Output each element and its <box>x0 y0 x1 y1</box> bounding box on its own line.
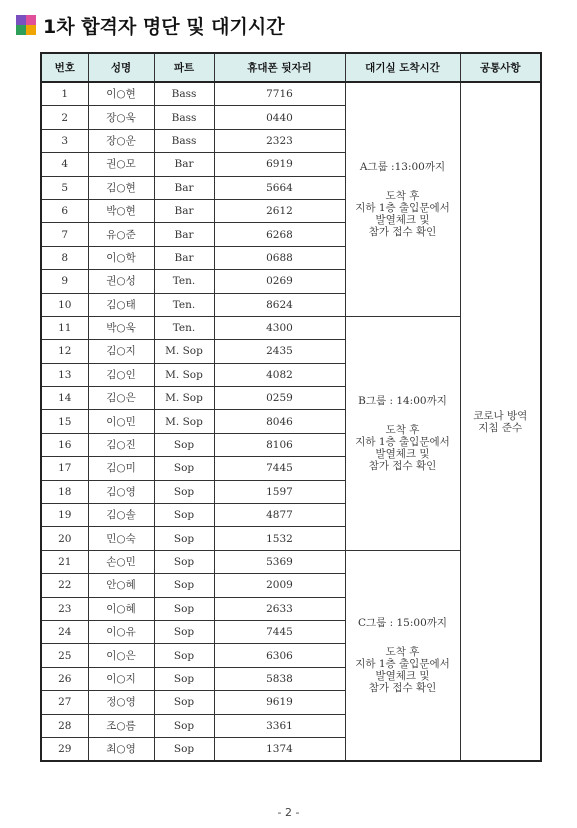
cell-part: Sop <box>154 480 214 503</box>
group-instruction-line: 지하 1층 출입문에서 <box>355 201 450 214</box>
cell-number: 15 <box>41 410 88 433</box>
cell-name: 김○영 <box>88 480 154 503</box>
table-body <box>41 82 541 761</box>
cell-phone: 6306 <box>214 644 345 667</box>
cell-number: 8 <box>41 246 88 269</box>
group-instruction-line: 발열체크 및 <box>375 670 430 683</box>
cell-phone: 0269 <box>214 270 345 293</box>
cell-phone: 2009 <box>214 574 345 597</box>
cell-phone: 0259 <box>214 387 345 410</box>
cell-number: 5 <box>41 176 88 199</box>
cell-phone: 4877 <box>214 504 345 527</box>
cell-name: 정○영 <box>88 691 154 714</box>
cell-name: 장○운 <box>88 129 154 152</box>
cell-phone: 5664 <box>214 176 345 199</box>
cell-phone: 7445 <box>214 457 345 480</box>
cell-name: 김○은 <box>88 387 154 410</box>
cell-number: 21 <box>41 550 88 573</box>
cell-name: 이○혜 <box>88 597 154 620</box>
cell-phone: 2633 <box>214 597 345 620</box>
cell-part: Sop <box>154 457 214 480</box>
cell-number: 18 <box>41 480 88 503</box>
cell-number: 16 <box>41 433 88 456</box>
cell-phone: 1532 <box>214 527 345 550</box>
cell-number: 10 <box>41 293 88 316</box>
cell-name: 조○름 <box>88 714 154 737</box>
cell-name: 김○인 <box>88 363 154 386</box>
cell-number: 25 <box>41 644 88 667</box>
cell-part: Sop <box>154 644 214 667</box>
cell-part: Bass <box>154 129 214 152</box>
cell-part: Sop <box>154 550 214 573</box>
col-header-part: 파트 <box>154 53 214 82</box>
group-time-label: C그룹 : 15:00까지 <box>357 617 448 630</box>
cell-phone: 4082 <box>214 363 345 386</box>
arrival-group-cell <box>345 550 460 761</box>
group-instruction-line: 발열체크 및 <box>375 447 430 460</box>
cell-name: 장○욱 <box>88 106 154 129</box>
cell-name: 유○준 <box>88 223 154 246</box>
cell-name: 안○혜 <box>88 574 154 597</box>
col-header-arrival-time: 대기실 도착시간 <box>345 53 460 82</box>
cell-part: M. Sop <box>154 410 214 433</box>
logo-square-2 <box>26 15 36 25</box>
color-squares-icon <box>16 15 36 35</box>
cell-part: Bar <box>154 223 214 246</box>
cell-number: 26 <box>41 667 88 690</box>
cell-name: 김○미 <box>88 457 154 480</box>
cell-phone: 9619 <box>214 691 345 714</box>
col-header-number: 번호 <box>41 53 88 82</box>
cell-part: Sop <box>154 433 214 456</box>
cell-name: 박○현 <box>88 199 154 222</box>
cell-part: Ten. <box>154 293 214 316</box>
cell-phone: 4300 <box>214 316 345 339</box>
cell-number: 19 <box>41 504 88 527</box>
common-note-line: 지침 준수 <box>478 421 523 434</box>
group-instruction-line: 도착 후 <box>385 189 420 202</box>
cell-part: Sop <box>154 597 214 620</box>
cell-number: 6 <box>41 199 88 222</box>
col-header-phone: 휴대폰 뒷자리 <box>214 53 345 82</box>
logo-square-4 <box>26 25 36 35</box>
cell-phone: 2612 <box>214 199 345 222</box>
cell-part: Sop <box>154 737 214 761</box>
cell-number: 28 <box>41 714 88 737</box>
cell-phone: 8106 <box>214 433 345 456</box>
page-title: 1차 합격자 명단 및 대기시간 <box>43 15 285 38</box>
cell-part: Sop <box>154 667 214 690</box>
document-title-bar <box>16 12 285 38</box>
cell-number: 1 <box>41 82 88 106</box>
cell-number: 29 <box>41 737 88 761</box>
cell-phone: 1374 <box>214 737 345 761</box>
cell-part: Sop <box>154 527 214 550</box>
cell-number: 17 <box>41 457 88 480</box>
group-instruction-line: 참가 접수 확인 <box>368 225 437 238</box>
cell-phone: 8046 <box>214 410 345 433</box>
cell-number: 23 <box>41 597 88 620</box>
cell-phone: 7716 <box>214 82 345 106</box>
cell-number: 2 <box>41 106 88 129</box>
cell-number: 7 <box>41 223 88 246</box>
cell-number: 11 <box>41 316 88 339</box>
cell-part: Ten. <box>154 316 214 339</box>
group-time-label: B그룹 : 14:00까지 <box>358 394 447 407</box>
cell-part: M. Sop <box>154 387 214 410</box>
table-header-row <box>41 53 541 82</box>
cell-name: 손○민 <box>88 550 154 573</box>
cell-phone: 8624 <box>214 293 345 316</box>
cell-phone: 1597 <box>214 480 345 503</box>
common-notes-cell <box>460 82 541 761</box>
group-instruction-line: 지하 1층 출입문에서 <box>355 658 450 671</box>
cell-number: 27 <box>41 691 88 714</box>
arrival-group-cell <box>345 82 460 316</box>
cell-part: M. Sop <box>154 340 214 363</box>
cell-name: 이○현 <box>88 82 154 106</box>
cell-number: 24 <box>41 620 88 643</box>
cell-phone: 6268 <box>214 223 345 246</box>
cell-name: 이○유 <box>88 620 154 643</box>
cell-name: 이○은 <box>88 644 154 667</box>
cell-part: Bar <box>154 153 214 176</box>
cell-name: 민○숙 <box>88 527 154 550</box>
cell-number: 12 <box>41 340 88 363</box>
cell-number: 13 <box>41 363 88 386</box>
cell-name: 이○민 <box>88 410 154 433</box>
cell-name: 김○지 <box>88 340 154 363</box>
cell-name: 박○욱 <box>88 316 154 339</box>
cell-phone: 0688 <box>214 246 345 269</box>
group-instruction-line: 지하 1층 출입문에서 <box>355 435 450 448</box>
cell-number: 22 <box>41 574 88 597</box>
group-instruction-line: 도착 후 <box>385 646 420 659</box>
cell-name: 김○현 <box>88 176 154 199</box>
roster-table <box>40 52 542 762</box>
cell-name: 이○지 <box>88 667 154 690</box>
cell-phone: 3361 <box>214 714 345 737</box>
group-instruction-line: 도착 후 <box>385 423 420 436</box>
cell-name: 김○솔 <box>88 504 154 527</box>
col-header-common-notes: 공통사항 <box>460 53 541 82</box>
cell-part: Sop <box>154 714 214 737</box>
cell-part: Bar <box>154 246 214 269</box>
arrival-group-cell <box>345 316 460 550</box>
cell-part: Bass <box>154 82 214 106</box>
cell-phone: 5838 <box>214 667 345 690</box>
page-number: - 2 - <box>277 806 300 819</box>
cell-name: 권○성 <box>88 270 154 293</box>
cell-part: Sop <box>154 574 214 597</box>
col-header-name: 성명 <box>88 53 154 82</box>
cell-part: M. Sop <box>154 363 214 386</box>
cell-phone: 2323 <box>214 129 345 152</box>
cell-name: 최○영 <box>88 737 154 761</box>
group-instruction-line: 발열체크 및 <box>375 213 430 226</box>
cell-number: 14 <box>41 387 88 410</box>
cell-part: Bar <box>154 199 214 222</box>
logo-square-1 <box>16 15 26 25</box>
cell-number: 4 <box>41 153 88 176</box>
group-time-label: A그룹 :13:00까지 <box>359 160 446 173</box>
table-row <box>41 82 541 106</box>
cell-phone: 5369 <box>214 550 345 573</box>
group-instruction-line: 참가 접수 확인 <box>368 459 437 472</box>
cell-part: Sop <box>154 504 214 527</box>
cell-name: 권○모 <box>88 153 154 176</box>
cell-part: Bass <box>154 106 214 129</box>
cell-number: 3 <box>41 129 88 152</box>
cell-part: Bar <box>154 176 214 199</box>
cell-part: Sop <box>154 691 214 714</box>
cell-name: 김○태 <box>88 293 154 316</box>
cell-part: Ten. <box>154 270 214 293</box>
cell-phone: 2435 <box>214 340 345 363</box>
cell-number: 20 <box>41 527 88 550</box>
cell-name: 이○학 <box>88 246 154 269</box>
cell-phone: 6919 <box>214 153 345 176</box>
cell-part: Sop <box>154 620 214 643</box>
logo-square-3 <box>16 25 26 35</box>
cell-number: 9 <box>41 270 88 293</box>
cell-name: 김○진 <box>88 433 154 456</box>
group-instruction-line: 참가 접수 확인 <box>368 682 437 695</box>
cell-phone: 7445 <box>214 620 345 643</box>
common-note-line: 코로나 방역 <box>473 409 528 422</box>
cell-phone: 0440 <box>214 106 345 129</box>
